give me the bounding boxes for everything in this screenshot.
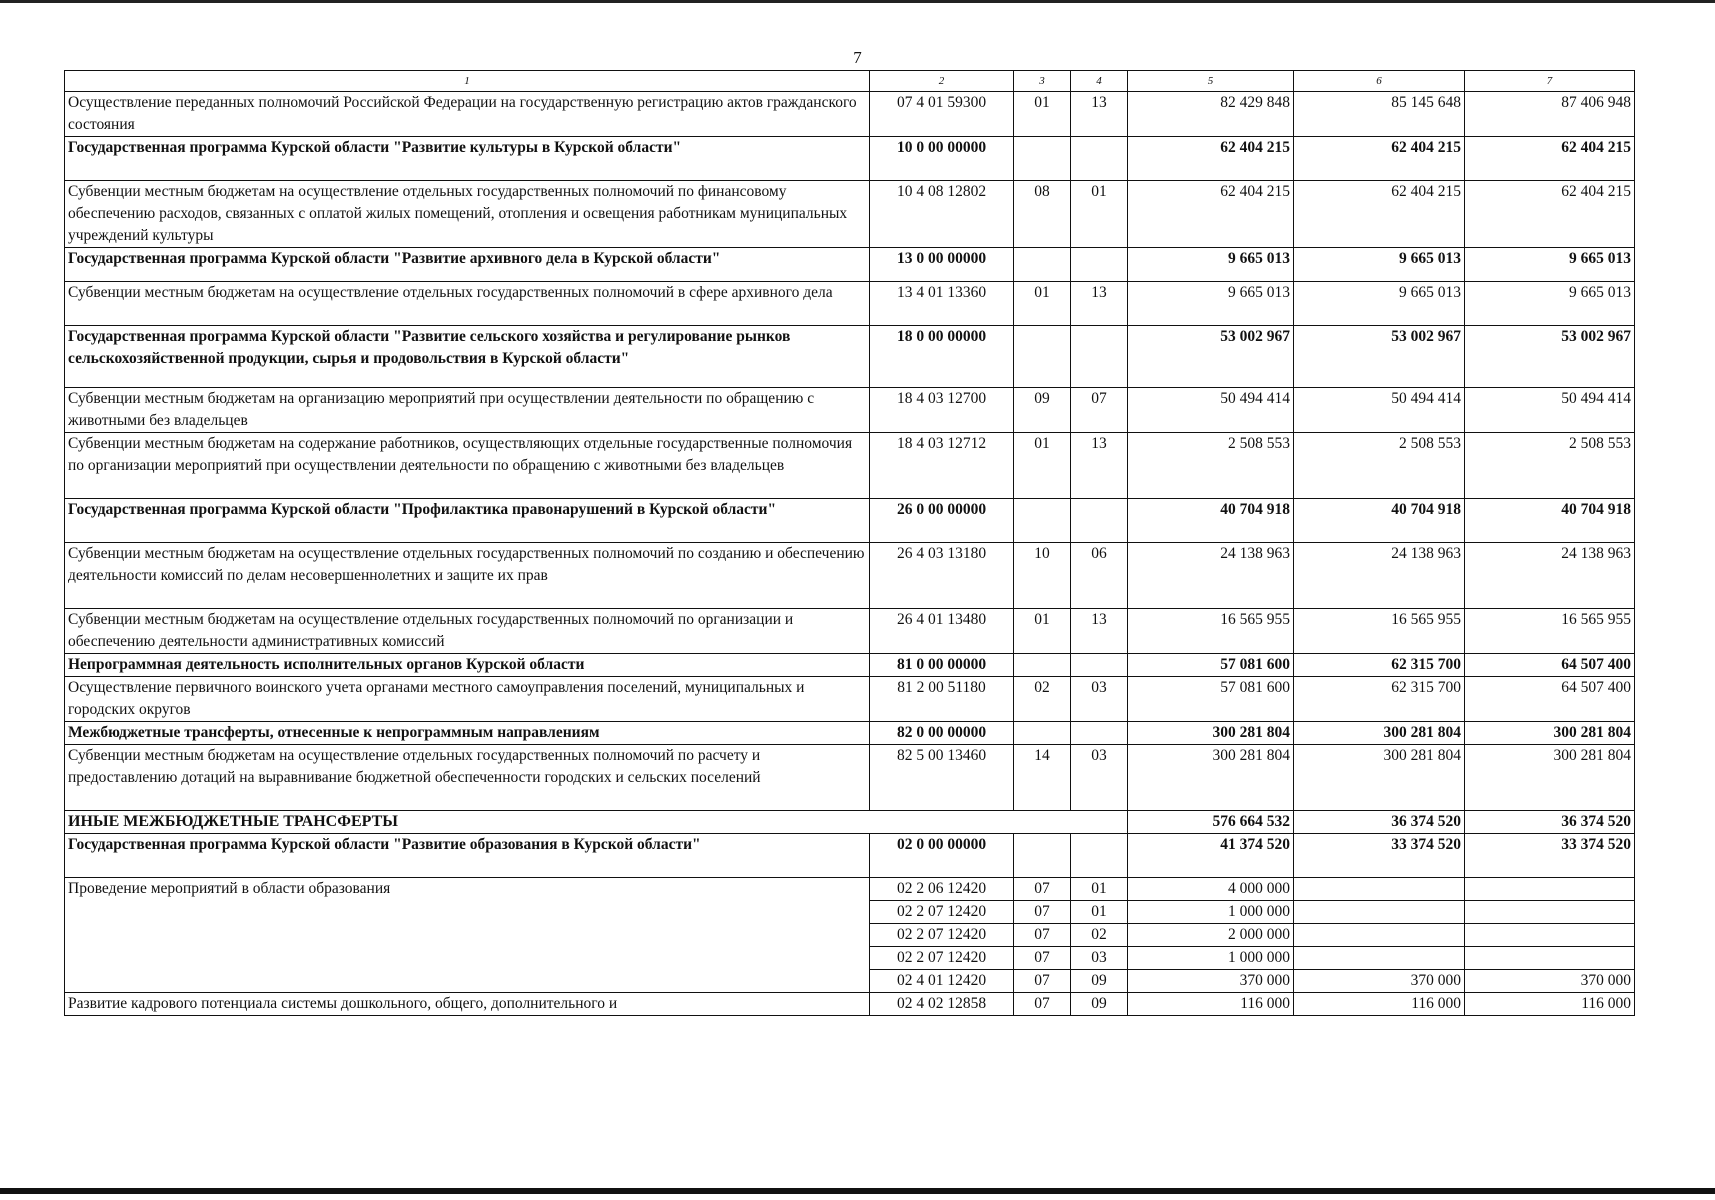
row-value-5: 2 508 553 — [1128, 433, 1294, 499]
row-value-6 — [1294, 924, 1465, 947]
scan-bottom-edge — [0, 1188, 1715, 1194]
row-section: 01 — [1014, 282, 1071, 326]
row-value-7: 33 374 520 — [1465, 834, 1635, 878]
row-section: 01 — [1014, 609, 1071, 654]
row-name: Субвенции местным бюджетам на осуществление отдельных государственных полномочий по расчету и предоставлению дотаций на выравнивание бюджетной обеспеченности городских и сельских поселений — [65, 745, 870, 811]
table-row — [65, 745, 1635, 811]
table-row — [65, 433, 1635, 499]
row-code: 81 2 00 51180 — [870, 677, 1014, 722]
row-value-7: 16 565 955 — [1465, 609, 1635, 654]
row-subsection: 03 — [1071, 677, 1128, 722]
row-name: Государственная программа Курской области "Развитие сельского хозяйства и регулирование рынков сельскохозяйственной продукции, сырья и продовольствия в Курской области" — [65, 326, 870, 388]
row-value-7: 9 665 013 — [1465, 248, 1635, 282]
row-value-6 — [1294, 947, 1465, 970]
row-value-7 — [1465, 924, 1635, 947]
row-subsection: 09 — [1071, 970, 1128, 993]
page-number: 7 — [853, 48, 862, 67]
row-name: Субвенции местным бюджетам на содержание работников, осуществляющих отдельные государственные полномочия по организации мероприятий при осуществлении деятельности по обращению с животными без владельцев — [65, 433, 870, 499]
row-name: Осуществление переданных полномочий Российской Федерации на государственную регистрацию актов гражданского состояния — [65, 92, 870, 137]
table-row — [65, 499, 1635, 543]
row-section: 10 — [1014, 543, 1071, 609]
table-row — [65, 722, 1635, 745]
row-code: 18 4 03 12700 — [870, 388, 1014, 433]
row-value-5: 57 081 600 — [1128, 654, 1294, 677]
row-name: Государственная программа Курской области "Профилактика правонарушений в Курской области" — [65, 499, 870, 543]
row-subsection: 03 — [1071, 947, 1128, 970]
row-code: 81 0 00 00000 — [870, 654, 1014, 677]
row-value-5: 82 429 848 — [1128, 92, 1294, 137]
row-name: Непрограммная деятельность исполнительных органов Курской области — [65, 654, 870, 677]
row-value-5: 40 704 918 — [1128, 499, 1294, 543]
row-code: 02 4 01 12420 — [870, 970, 1014, 993]
row-section — [1014, 722, 1071, 745]
row-value-5: 576 664 532 — [1128, 811, 1294, 834]
row-value-7: 50 494 414 — [1465, 388, 1635, 433]
row-value-5: 50 494 414 — [1128, 388, 1294, 433]
row-value-6: 24 138 963 — [1294, 543, 1465, 609]
row-value-6: 116 000 — [1294, 993, 1465, 1016]
table-row — [65, 878, 1635, 901]
row-section: 14 — [1014, 745, 1071, 811]
row-name: Субвенции местным бюджетам на организацию мероприятий при осуществлении деятельности по обращению с животными без владельцев — [65, 388, 870, 433]
row-name: Субвенции местным бюджетам на осуществление отдельных государственных полномочий по организации и обеспечению деятельности административных комиссий — [65, 609, 870, 654]
row-subsection: 13 — [1071, 92, 1128, 137]
row-value-7: 40 704 918 — [1465, 499, 1635, 543]
row-value-7 — [1465, 901, 1635, 924]
row-subsection: 13 — [1071, 609, 1128, 654]
row-section: 07 — [1014, 947, 1071, 970]
table-row — [65, 654, 1635, 677]
row-subsection: 01 — [1071, 878, 1128, 901]
row-value-6: 2 508 553 — [1294, 433, 1465, 499]
row-value-5: 9 665 013 — [1128, 282, 1294, 326]
table-row — [65, 609, 1635, 654]
row-section: 09 — [1014, 388, 1071, 433]
row-value-7: 87 406 948 — [1465, 92, 1635, 137]
row-value-5: 2 000 000 — [1128, 924, 1294, 947]
row-value-5: 16 565 955 — [1128, 609, 1294, 654]
table-row — [65, 677, 1635, 722]
row-code: 13 0 00 00000 — [870, 248, 1014, 282]
row-value-7: 53 002 967 — [1465, 326, 1635, 388]
column-header: 5 — [1128, 71, 1294, 92]
row-value-7: 62 404 215 — [1465, 181, 1635, 248]
row-name: Проведение мероприятий в области образования — [65, 878, 870, 993]
row-value-5: 24 138 963 — [1128, 543, 1294, 609]
row-section: 02 — [1014, 677, 1071, 722]
section-row — [65, 811, 1635, 834]
row-value-5: 1 000 000 — [1128, 947, 1294, 970]
table-row — [65, 388, 1635, 433]
row-value-5: 300 281 804 — [1128, 745, 1294, 811]
row-value-6: 62 315 700 — [1294, 654, 1465, 677]
row-subsection: 07 — [1071, 388, 1128, 433]
row-section — [1014, 137, 1071, 181]
row-name: Субвенции местным бюджетам на осуществление отдельных государственных полномочий в сфере архивного дела — [65, 282, 870, 326]
row-value-6 — [1294, 878, 1465, 901]
row-subsection — [1071, 248, 1128, 282]
row-subsection: 13 — [1071, 433, 1128, 499]
row-code: 26 0 00 00000 — [870, 499, 1014, 543]
row-value-7: 64 507 400 — [1465, 654, 1635, 677]
row-code: 02 0 00 00000 — [870, 834, 1014, 878]
row-value-5: 4 000 000 — [1128, 878, 1294, 901]
row-subsection — [1071, 137, 1128, 181]
row-value-7: 370 000 — [1465, 970, 1635, 993]
table-row — [65, 92, 1635, 137]
row-code: 26 4 01 13480 — [870, 609, 1014, 654]
row-value-5: 62 404 215 — [1128, 137, 1294, 181]
row-section: 07 — [1014, 970, 1071, 993]
section-title: ИНЫЕ МЕЖБЮДЖЕТНЫЕ ТРАНСФЕРТЫ — [65, 811, 1128, 834]
row-subsection: 03 — [1071, 745, 1128, 811]
row-section — [1014, 654, 1071, 677]
row-value-6: 9 665 013 — [1294, 282, 1465, 326]
row-subsection — [1071, 499, 1128, 543]
row-code: 18 0 00 00000 — [870, 326, 1014, 388]
row-value-6: 62 404 215 — [1294, 137, 1465, 181]
row-section: 07 — [1014, 924, 1071, 947]
row-code: 02 4 02 12858 — [870, 993, 1014, 1016]
row-code: 10 4 08 12802 — [870, 181, 1014, 248]
row-section: 08 — [1014, 181, 1071, 248]
row-subsection — [1071, 654, 1128, 677]
row-code: 10 0 00 00000 — [870, 137, 1014, 181]
row-code: 02 2 07 12420 — [870, 901, 1014, 924]
row-value-7: 62 404 215 — [1465, 137, 1635, 181]
row-section — [1014, 326, 1071, 388]
row-name: Государственная программа Курской области "Развитие архивного дела в Курской области" — [65, 248, 870, 282]
row-section — [1014, 834, 1071, 878]
row-value-6: 300 281 804 — [1294, 722, 1465, 745]
row-value-6: 62 404 215 — [1294, 181, 1465, 248]
row-section: 07 — [1014, 993, 1071, 1016]
row-name: Развитие кадрового потенциала системы дошкольного, общего, дополнительного и — [65, 993, 870, 1016]
table-row — [65, 326, 1635, 388]
row-value-7: 116 000 — [1465, 993, 1635, 1016]
row-code: 02 2 07 12420 — [870, 947, 1014, 970]
row-value-5: 116 000 — [1128, 993, 1294, 1016]
row-code: 82 0 00 00000 — [870, 722, 1014, 745]
row-value-6: 85 145 648 — [1294, 92, 1465, 137]
row-code: 82 5 00 13460 — [870, 745, 1014, 811]
row-name: Государственная программа Курской области "Развитие образования в Курской области" — [65, 834, 870, 878]
row-value-5: 53 002 967 — [1128, 326, 1294, 388]
row-value-5: 370 000 — [1128, 970, 1294, 993]
row-name: Субвенции местным бюджетам на осуществление отдельных государственных полномочий по созданию и обеспечению деятельности комиссий по делам несовершеннолетних и защите их прав — [65, 543, 870, 609]
row-value-6: 62 315 700 — [1294, 677, 1465, 722]
row-code: 26 4 03 13180 — [870, 543, 1014, 609]
row-value-6: 33 374 520 — [1294, 834, 1465, 878]
table-row — [65, 282, 1635, 326]
column-header: 7 — [1465, 71, 1635, 92]
row-section: 01 — [1014, 92, 1071, 137]
row-value-7 — [1465, 947, 1635, 970]
column-header: 1 — [65, 71, 870, 92]
row-section: 07 — [1014, 901, 1071, 924]
budget-table — [64, 70, 1635, 1016]
row-section: 01 — [1014, 433, 1071, 499]
row-value-6: 53 002 967 — [1294, 326, 1465, 388]
row-value-5: 1 000 000 — [1128, 901, 1294, 924]
row-value-6: 50 494 414 — [1294, 388, 1465, 433]
row-name: Субвенции местным бюджетам на осуществление отдельных государственных полномочий по финансовому обеспечению расходов, связанных с оплатой жилых помещений, отопления и освещения работникам муниципальных учреждений культуры — [65, 181, 870, 248]
table-row — [65, 137, 1635, 181]
row-section: 07 — [1014, 878, 1071, 901]
row-subsection: 01 — [1071, 181, 1128, 248]
row-value-7: 300 281 804 — [1465, 745, 1635, 811]
row-name: Осуществление первичного воинского учета органами местного самоуправления поселений, муниципальных и городских округов — [65, 677, 870, 722]
row-value-6: 16 565 955 — [1294, 609, 1465, 654]
row-subsection: 01 — [1071, 901, 1128, 924]
row-value-7: 300 281 804 — [1465, 722, 1635, 745]
row-value-7: 24 138 963 — [1465, 543, 1635, 609]
row-name: Государственная программа Курской области "Развитие культуры в Курской области" — [65, 137, 870, 181]
row-code: 18 4 03 12712 — [870, 433, 1014, 499]
column-header: 4 — [1071, 71, 1128, 92]
table-row — [65, 993, 1635, 1016]
row-subsection: 09 — [1071, 993, 1128, 1016]
column-header: 2 — [870, 71, 1014, 92]
row-value-5: 41 374 520 — [1128, 834, 1294, 878]
table-header-row — [65, 71, 1635, 92]
row-section — [1014, 248, 1071, 282]
row-value-5: 62 404 215 — [1128, 181, 1294, 248]
row-value-6: 370 000 — [1294, 970, 1465, 993]
row-name: Межбюджетные трансферты, отнесенные к непрограммным направлениям — [65, 722, 870, 745]
row-code: 07 4 01 59300 — [870, 92, 1014, 137]
row-value-7 — [1465, 878, 1635, 901]
row-subsection: 06 — [1071, 543, 1128, 609]
table-row — [65, 248, 1635, 282]
table-row — [65, 834, 1635, 878]
row-subsection: 02 — [1071, 924, 1128, 947]
row-value-7: 64 507 400 — [1465, 677, 1635, 722]
row-code: 02 2 07 12420 — [870, 924, 1014, 947]
column-header: 3 — [1014, 71, 1071, 92]
row-section — [1014, 499, 1071, 543]
row-value-5: 9 665 013 — [1128, 248, 1294, 282]
row-subsection — [1071, 722, 1128, 745]
row-subsection: 13 — [1071, 282, 1128, 326]
row-value-6: 9 665 013 — [1294, 248, 1465, 282]
scan-top-edge — [0, 0, 1715, 3]
row-value-7: 9 665 013 — [1465, 282, 1635, 326]
row-subsection — [1071, 326, 1128, 388]
row-value-5: 300 281 804 — [1128, 722, 1294, 745]
row-subsection — [1071, 834, 1128, 878]
row-value-6: 300 281 804 — [1294, 745, 1465, 811]
row-value-7: 2 508 553 — [1465, 433, 1635, 499]
row-value-5: 57 081 600 — [1128, 677, 1294, 722]
row-code: 13 4 01 13360 — [870, 282, 1014, 326]
table-row — [65, 543, 1635, 609]
row-value-6: 36 374 520 — [1294, 811, 1465, 834]
column-header: 6 — [1294, 71, 1465, 92]
row-code: 02 2 06 12420 — [870, 878, 1014, 901]
table-row — [65, 181, 1635, 248]
row-value-6: 40 704 918 — [1294, 499, 1465, 543]
row-value-6 — [1294, 901, 1465, 924]
row-value-7: 36 374 520 — [1465, 811, 1635, 834]
